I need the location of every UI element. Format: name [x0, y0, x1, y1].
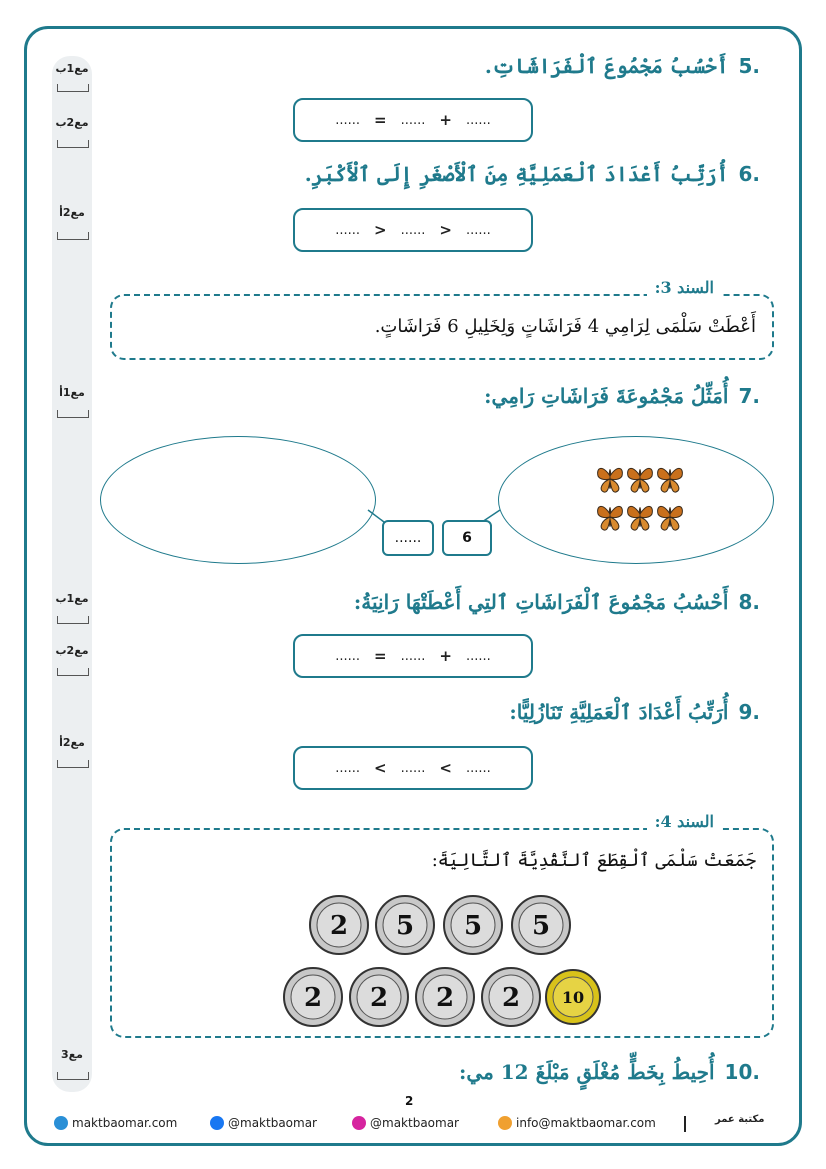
blank[interactable]: ......: [335, 112, 361, 128]
coin-value: 2: [435, 983, 455, 1013]
butterfly-icon: [656, 500, 684, 534]
sum-answer-box[interactable]: [293, 98, 533, 142]
coin-2-millimes-icon[interactable]: [480, 966, 542, 1028]
score-line[interactable]: [57, 1072, 89, 1080]
footer-instagram[interactable]: [352, 1116, 459, 1130]
blank[interactable]: ......: [465, 760, 491, 776]
greater-than-sign: >: [374, 221, 387, 239]
question-number: .10: [724, 1060, 760, 1084]
sanad-4-label: السند 4:: [647, 812, 722, 831]
globe-icon: [54, 1116, 68, 1130]
question-10: [459, 1060, 760, 1084]
question-text: أَحْسُبُ مَجْمُوعَ ٱلْفَرَاشَاتِ.: [484, 54, 729, 78]
question-number: .5: [738, 54, 760, 78]
instagram-text: @maktbaomar: [370, 1116, 459, 1130]
blank[interactable]: ......: [465, 222, 491, 238]
footer-website[interactable]: [54, 1116, 177, 1130]
question-text: أُرَتِّبُ أَعْدَادَ ٱلْعَمَلِيَّةِ مِنَ ٱلْأَصْغَرِ إِلَى ٱلْأَكْبَرِ.: [304, 162, 729, 186]
facebook-icon: [210, 1116, 224, 1130]
coin-2-millimes-icon[interactable]: [414, 966, 476, 1028]
page-number: 2: [405, 1094, 414, 1108]
score-line[interactable]: [57, 616, 89, 624]
coin-2-millimes-icon[interactable]: [282, 966, 344, 1028]
equals-sign: =: [374, 111, 387, 129]
criterion-label: مع2أ: [59, 206, 85, 219]
question-9: [509, 700, 760, 724]
butterfly-icon: [626, 462, 654, 496]
score-line[interactable]: [57, 410, 89, 418]
footer-divider: [684, 1116, 686, 1132]
greater-than-sign: >: [439, 221, 452, 239]
count-box-right: 6: [442, 520, 492, 556]
facebook-text: @maktbaomar: [228, 1116, 317, 1130]
question-number: .9: [738, 700, 760, 724]
criterion-label: مع1ب: [55, 62, 89, 75]
footer-email[interactable]: [498, 1116, 656, 1130]
left-set-ellipse[interactable]: [100, 436, 376, 564]
question-5: [485, 54, 760, 78]
question-text: أُرَتِّبُ أَعْدَادَ ٱلْعَمَلِيَّةِ تَنَازُلِيًّا:: [509, 700, 729, 724]
question-number: .8: [738, 590, 760, 614]
criterion-label: مع2ب: [55, 116, 89, 129]
blank[interactable]: ......: [400, 760, 426, 776]
brand-logo: مكتبة عمر: [715, 1114, 765, 1125]
butterfly-icon: [626, 500, 654, 534]
score-line[interactable]: [57, 668, 89, 676]
blank[interactable]: ......: [335, 648, 361, 664]
footer-facebook[interactable]: [210, 1116, 317, 1130]
question-text: أُحِيطُ بِخَطٍّ مُغْلَقٍ مَبْلَغَ 12 مي:: [459, 1060, 715, 1084]
blank[interactable]: ......: [335, 222, 361, 238]
coin-value: 2: [501, 983, 521, 1013]
coin-value: 2: [303, 983, 323, 1013]
blank[interactable]: ......: [335, 760, 361, 776]
order-answer-box[interactable]: [293, 746, 533, 790]
coin-value: 5: [395, 911, 415, 941]
count-box-left[interactable]: ......: [382, 520, 434, 556]
criterion-label: مع1أ: [59, 386, 85, 399]
butterfly-icon: [596, 462, 624, 496]
plus-sign: +: [439, 111, 452, 129]
coin-2-millimes-icon[interactable]: [308, 894, 370, 956]
footer: [50, 1114, 790, 1136]
criterion-label: مع2ب: [55, 644, 89, 657]
question-text: أَحْسُبُ مَجْمُوعَ ٱلْفَرَاشَاتِ ٱلتِي أَعْطَتْهَا رَانِيَةُ:: [353, 590, 729, 614]
coin-value: 2: [329, 911, 349, 941]
instagram-icon: [352, 1116, 366, 1130]
score-line[interactable]: [57, 84, 89, 92]
blank[interactable]: ......: [400, 112, 426, 128]
email-icon: [498, 1116, 512, 1130]
score-line[interactable]: [57, 140, 89, 148]
butterfly-icon: [596, 500, 624, 534]
question-8: [354, 590, 760, 614]
criterion-label: مع1ب: [55, 592, 89, 605]
sum-answer-box[interactable]: [293, 634, 533, 678]
sanad-3-text: أَعْطَتْ سَلْمَى لِرَامِي 4 فَرَاشَاتٍ وَلِخَلِيلِ 6 فَرَاشَاتٍ.: [374, 316, 756, 337]
less-than-sign: <: [374, 759, 387, 777]
coin-value: 5: [531, 911, 551, 941]
score-line[interactable]: [57, 232, 89, 240]
plus-sign: +: [439, 647, 452, 665]
score-line[interactable]: [57, 760, 89, 768]
butterfly-icon: [656, 462, 684, 496]
less-than-sign: <: [439, 759, 452, 777]
coin-value: 2: [369, 983, 389, 1013]
coin-10-millimes-icon[interactable]: [544, 968, 602, 1026]
email-text: info@maktbaomar.com: [516, 1116, 656, 1130]
sanad-4-text: جَمَعَتْ سَلْمَى ٱلْقِطَعَ ٱلنَّقْدِيَّةَ ٱلتَّالِيَةَ:: [431, 850, 756, 871]
blank[interactable]: ......: [465, 112, 491, 128]
coin-5-millimes-icon[interactable]: [374, 894, 436, 956]
equals-sign: =: [374, 647, 387, 665]
blank[interactable]: ......: [465, 648, 491, 664]
question-number: .7: [738, 384, 760, 408]
website-text: maktbaomar.com: [72, 1116, 178, 1130]
coin-5-millimes-icon[interactable]: [442, 894, 504, 956]
order-answer-box[interactable]: [293, 208, 533, 252]
criterion-label: مع3: [61, 1048, 83, 1061]
coin-value: 10: [561, 988, 585, 1007]
blank[interactable]: ......: [400, 648, 426, 664]
coin-2-millimes-icon[interactable]: [348, 966, 410, 1028]
question-number: .6: [738, 162, 760, 186]
question-7: [484, 384, 760, 408]
coin-value: 5: [463, 911, 483, 941]
criterion-label: مع2أ: [59, 736, 85, 749]
question-6: [305, 162, 760, 186]
coin-5-millimes-icon[interactable]: [510, 894, 572, 956]
blank[interactable]: ......: [400, 222, 426, 238]
question-text: أُمَثِّلُ مَجْمُوعَةَ فَرَاشَاتِ رَامِي:: [484, 384, 729, 408]
sanad-3-label: السند 3:: [647, 278, 722, 297]
